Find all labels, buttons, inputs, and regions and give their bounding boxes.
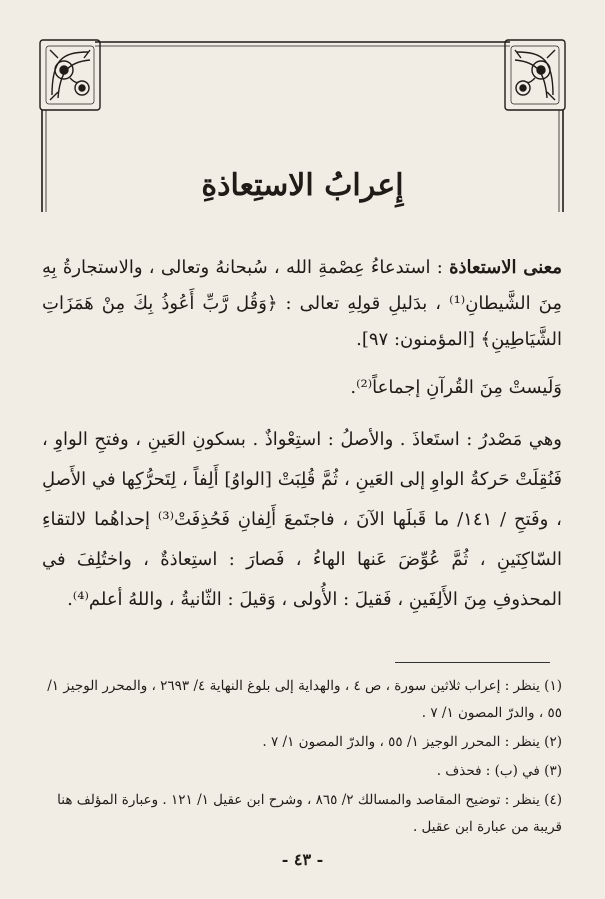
- paragraph-morphology: وهي مَصْدرُ : استَعاذَ . والأصلُ : استِعْواذٌ . بسكونِ العَينِ ، وفتحِ الواوِ ، فَنُقِلَتْ حَركةُ الواوِ إلى العَينِ ، ثُمَّ قُلِبَتْ [الواوُ] أَلِفاً ، لِتَحرُّكِها في الأَصلِ ، وفَتحِ / ١٤١/ ما قَبلَها الآنَ ، فاجتَمعَ أَلِفانِ فَحُذِفَتْ⁽³⁾ إحداهُما لالتقاءِ السّاكِنَينِ ، ثُمَّ عُوِّضَ عَنها الهاءُ ، فَصارَ : استِعاذةٌ ، واختُلِفَ في المحذوفِ مِنَ الأَلِفَينِ ، فَقيلَ : الأُولى ، وَقيلَ : الثّانيةُ ، واللهُ أعلم⁽⁴⁾.: [42, 429, 562, 610]
- footnote-3: (٣) في (ب) : فحذف .: [436, 763, 562, 779]
- footnote-4: (٤) ينظر : توضيح المقاصد والمسالك ٢/ ٨٦٥ ، وشرح ابن عقيل ١/ ١٢١ . وعبارة المؤلف هنا قريبة من عبارة ابن عقيل .: [57, 792, 562, 835]
- paragraph-quran-note: وَلَيستْ مِنَ القُرآنِ إجماعاً⁽²⁾.: [350, 377, 562, 398]
- footnotes: [42, 673, 562, 843]
- definition-term: معنى الاستعاذة: [449, 257, 563, 278]
- definition-text: : استدعاءُ عِصْمةِ الله ، سُبحانهُ وتعالى ، والاستجارةُ بِهِ مِنَ الشَّيطانِ⁽¹⁾ ، بدَليلِ قولِهِ تعالى : ﴿وَقُل رَّبِّ أَعُوذُ بِكَ مِنْ هَمَزَاتِ الشَّيَاطِينِ﴾ [المؤمنون: ٩٧].: [42, 257, 562, 350]
- main-text: [42, 250, 562, 620]
- footnote-1: (١) ينظر : إعراب ثلاثين سورة ، ص ٤ ، والهداية إلى بلوغ النهاية ٤/ ٢٦٩٣ ، والمحرر الوجيز ١/ ٥٥ ، والدرّ المصون ١/ ٧ .: [47, 678, 562, 721]
- corner-ornament-left: [40, 40, 100, 110]
- corner-ornament-right: [505, 40, 565, 110]
- footnote-2: (٢) ينظر : المحرر الوجيز ١/ ٥٥ ، والدرّ المصون ١/ ٧ .: [262, 734, 562, 750]
- page-title: إِعرابُ الاستِعاذةِ: [201, 168, 404, 203]
- footnote-separator: [395, 662, 550, 663]
- paragraph-definition: [42, 250, 562, 358]
- page-number: - ٤٣ -: [281, 850, 324, 869]
